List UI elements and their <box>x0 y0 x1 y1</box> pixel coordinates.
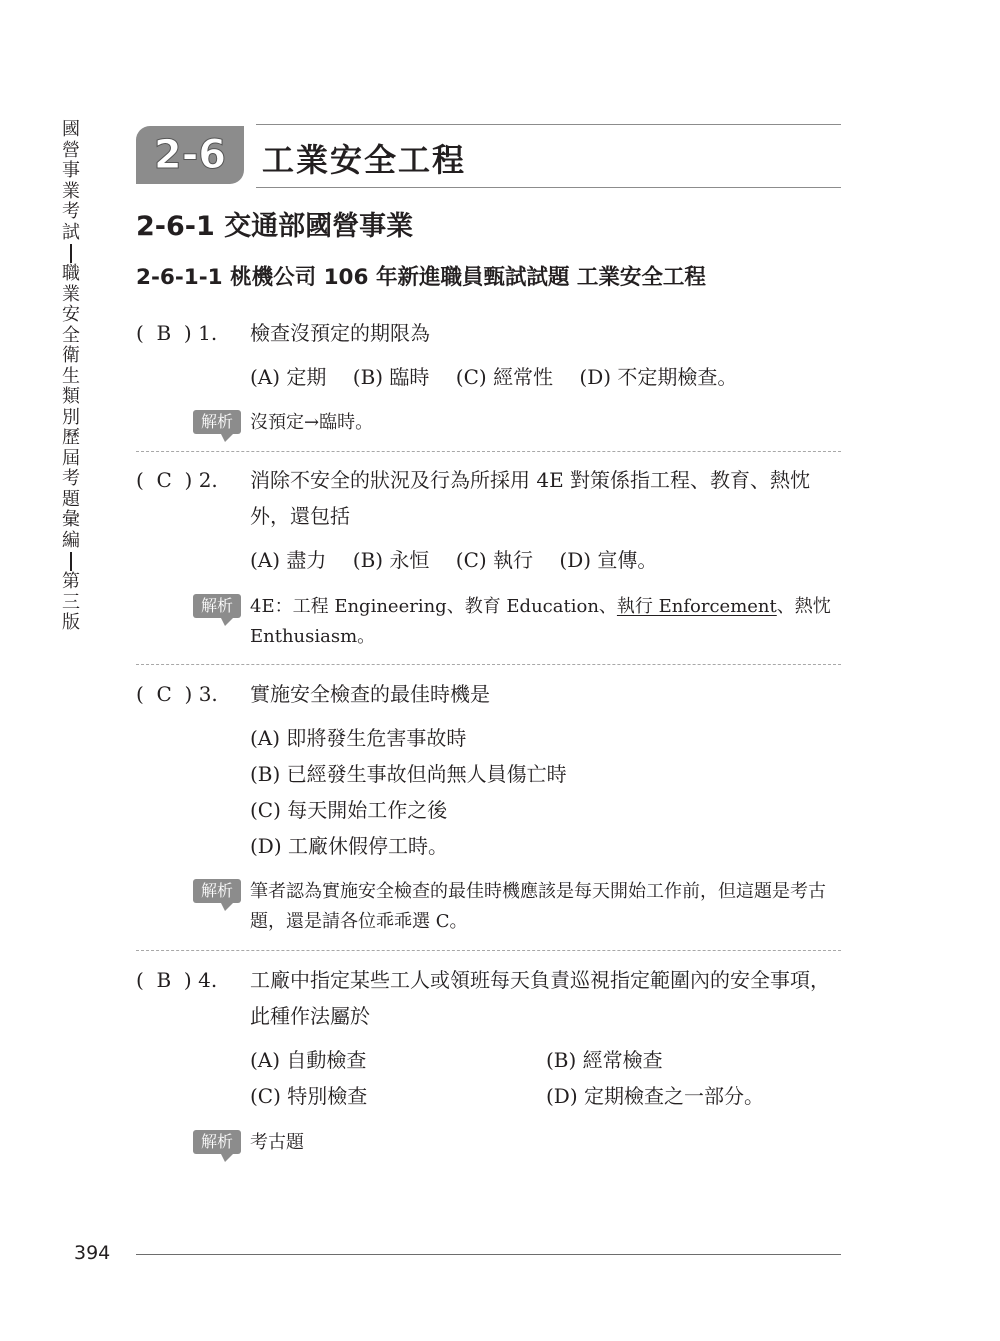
explanation-text: 考古題 <box>250 1132 304 1153</box>
page-number: 394 <box>74 1242 111 1264</box>
option-c: (C) 經常性 <box>455 365 554 389</box>
sidebar-char: 衛 <box>62 345 80 366</box>
option-b: (B) 已經發生事故但尚無人員傷亡時 <box>250 762 567 786</box>
sidebar-char: 歷 <box>62 427 80 448</box>
question-options <box>250 359 841 395</box>
question-2 <box>136 462 841 578</box>
explanation-text: 沒預定→臨時。 <box>250 412 374 433</box>
chapter-number-badge: 2-6 <box>136 126 244 184</box>
explanation-text <box>250 592 841 652</box>
question-divider <box>136 664 841 665</box>
question-answer: ( C ) 2. <box>136 468 218 492</box>
explanation-text-part: 4E：工程 Engineering、教育 Education、 <box>250 596 617 617</box>
option-d: (D) 定期檢查之一部分。 <box>546 1084 764 1108</box>
explanation-tag: 解析 <box>193 594 241 618</box>
question-answer: ( C ) 3. <box>136 682 218 706</box>
sidebar-char: 國 <box>62 119 80 140</box>
sidebar-char: 題 <box>62 488 80 510</box>
sidebar-char: 職 <box>62 263 80 284</box>
question-stem: 工廠中指定某些工人或領班每天負責巡視指定範圍內的安全事項，此種作法屬於 <box>250 968 830 1028</box>
question-stem: 消除不安全的狀況及行為所採用 4E 對策係指工程、教育、熱忱外，還包括 <box>250 468 811 528</box>
question-options <box>250 1042 841 1114</box>
option-b: (B) 臨時 <box>352 365 430 389</box>
footer-rule <box>136 1254 841 1255</box>
explanation-4 <box>193 1128 841 1158</box>
sidebar-char: 業 <box>62 283 80 305</box>
sidebar-char: 安 <box>62 304 80 325</box>
explanation-text-part: 、熱忱 Enthusiasm。 <box>250 596 831 647</box>
explanation-2 <box>193 592 841 652</box>
explanation-highlight: 執行 Enforcement <box>616 596 777 617</box>
sidebar-char: 編 <box>62 529 80 551</box>
sidebar-char: 考 <box>62 468 80 489</box>
option-d: (D) 工廠休假停工時。 <box>250 834 448 858</box>
sidebar-char: 第 <box>62 571 80 592</box>
explanation-tag: 解析 <box>193 1130 241 1154</box>
option-c: (C) 特別檢查 <box>250 1084 368 1108</box>
question-options <box>250 542 841 578</box>
option-d: (D) 宣傳。 <box>559 548 658 572</box>
sidebar-dash <box>70 552 72 571</box>
explanation-1 <box>193 408 841 438</box>
question-3 <box>136 676 841 864</box>
sidebar-char: 類 <box>62 386 80 407</box>
explanation-text: 筆者認為實施安全檢查的最佳時機應該是每天開始工作前，但這題是考古題，還是請各位乖乖選 C。 <box>250 881 826 932</box>
sidebar-char: 三 <box>62 591 80 613</box>
question-stem: 實施安全檢查的最佳時機是 <box>250 682 490 706</box>
explanation-tag: 解析 <box>193 879 241 903</box>
option-a: (A) 即將發生危害事故時 <box>250 726 467 750</box>
option-a: (A) 自動檢查 <box>250 1048 367 1072</box>
sidebar-char: 生 <box>62 365 80 387</box>
sidebar-char: 事 <box>62 160 80 181</box>
sidebar-char: 營 <box>62 139 80 161</box>
option-b: (B) 永恒 <box>352 548 430 572</box>
chapter-heading <box>136 124 841 186</box>
option-c: (C) 執行 <box>455 548 534 572</box>
question-options <box>250 720 841 864</box>
question-answer: ( B ) 4. <box>136 968 218 992</box>
explanation-3 <box>193 877 841 937</box>
question-answer: ( B ) 1. <box>136 321 218 345</box>
question-4 <box>136 962 841 1114</box>
option-a: (A) 盡力 <box>250 548 327 572</box>
sidebar-dash <box>70 244 72 263</box>
sidebar-char: 試 <box>62 221 80 243</box>
section-title: 2-6-1 交通部國營事業 <box>136 211 414 242</box>
question-divider <box>136 950 841 951</box>
question-stem: 檢查沒預定的期限為 <box>250 321 430 345</box>
sidebar-char: 版 <box>62 612 80 633</box>
subsection-title: 2-6-1-1 桃機公司 106 年新進職員甄試試題 工業安全工程 <box>136 265 706 290</box>
chapter-title-rule <box>256 124 841 188</box>
sidebar-char: 業 <box>62 180 80 202</box>
option-b: (B) 經常檢查 <box>546 1048 663 1072</box>
sidebar-char: 考 <box>62 201 80 222</box>
option-c: (C) 每天開始工作之後 <box>250 798 448 822</box>
explanation-tag: 解析 <box>193 410 241 434</box>
option-a: (A) 定期 <box>250 365 327 389</box>
chapter-title: 工業安全工程 <box>262 141 467 179</box>
sidebar-char: 屆 <box>62 447 80 469</box>
question-divider <box>136 451 841 452</box>
question-1 <box>136 315 841 395</box>
sidebar-char: 全 <box>62 324 80 346</box>
sidebar-char: 別 <box>62 406 80 428</box>
sidebar-book-title <box>56 120 86 634</box>
option-d: (D) 不定期檢查。 <box>579 365 738 389</box>
sidebar-char: 彙 <box>62 509 80 530</box>
